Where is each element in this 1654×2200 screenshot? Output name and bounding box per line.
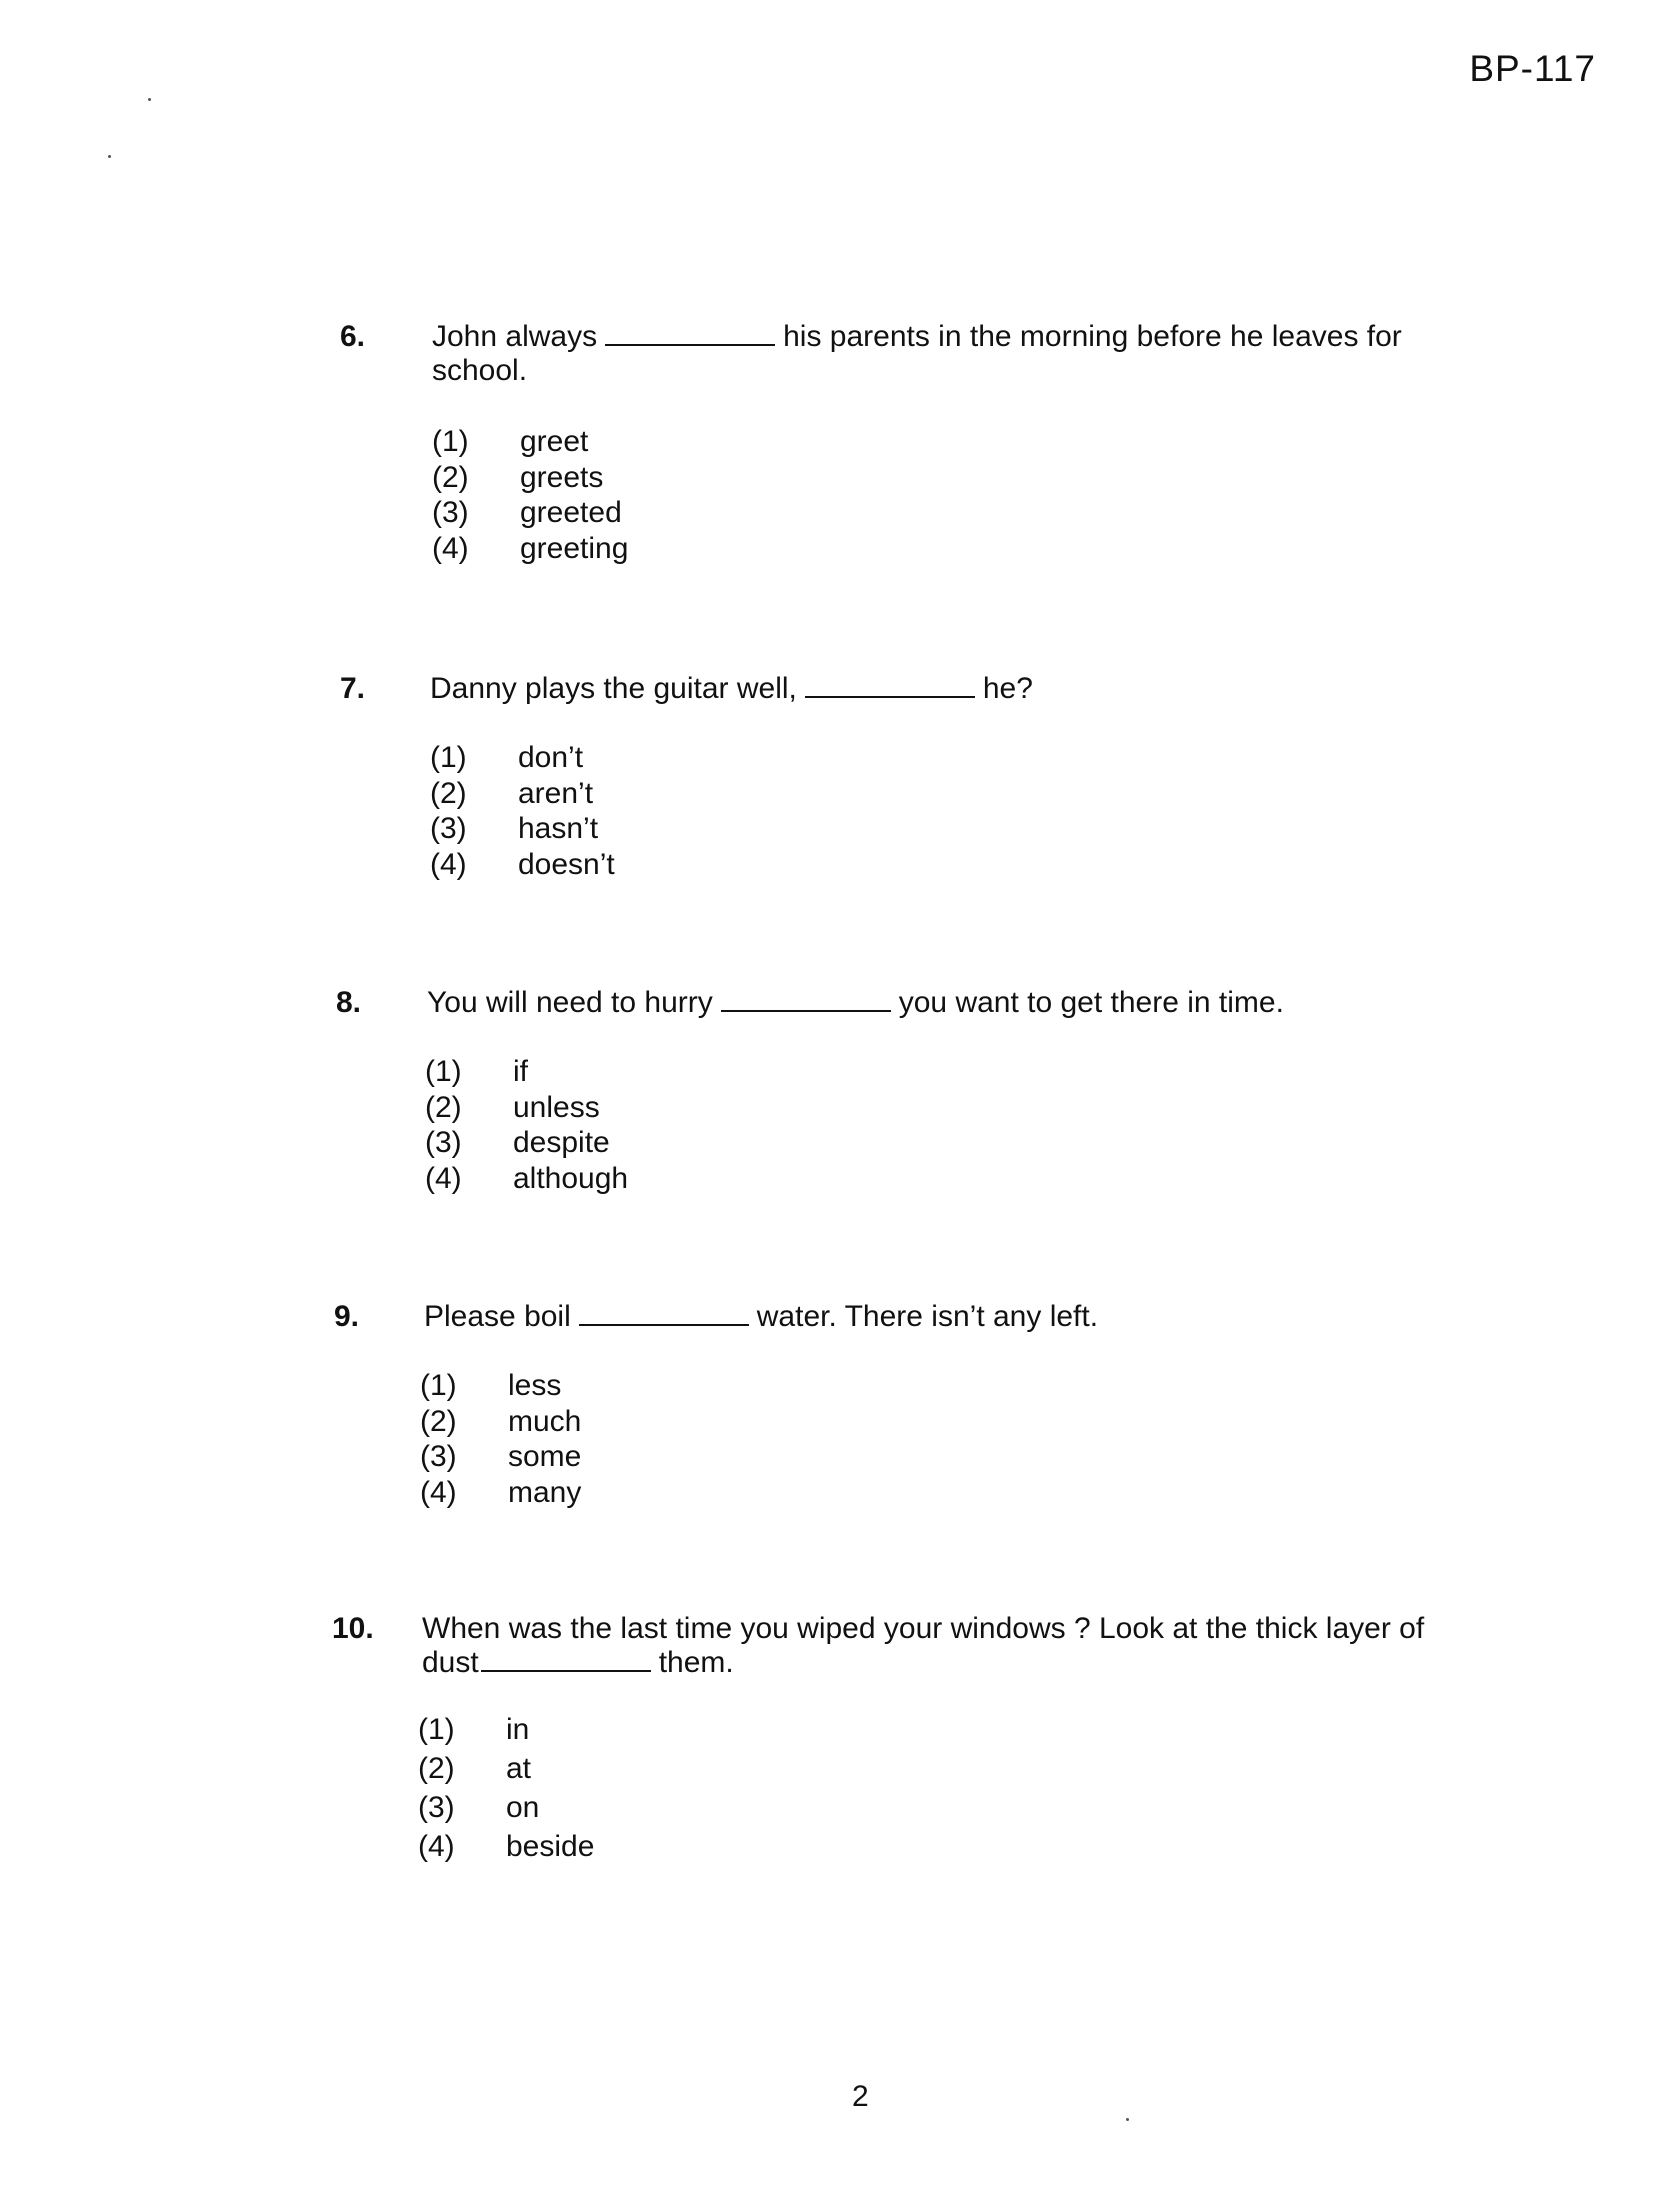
question-text-before: When was the last time you wiped your windows ? Look at the thick layer of dust <box>422 1612 1425 1679</box>
question-text-after: he? <box>982 672 1033 705</box>
question-text-before: John always <box>432 320 598 353</box>
answer-blank <box>579 1324 749 1326</box>
question-9 <box>334 1300 1444 1520</box>
option <box>425 1054 628 1090</box>
option <box>425 1161 628 1197</box>
option <box>430 811 615 847</box>
option-label: (2) <box>432 460 469 494</box>
answer-blank <box>721 1010 891 1012</box>
question-text-after: his parents in the morning before he leaves for school. <box>432 320 1402 387</box>
option-text: on <box>506 1791 540 1824</box>
option-text: although <box>513 1161 629 1195</box>
answer-blank <box>481 1670 651 1672</box>
option <box>430 776 615 812</box>
option-text: greets <box>520 460 604 494</box>
scan-speck <box>148 98 151 101</box>
option <box>430 740 615 776</box>
option <box>430 847 615 883</box>
option <box>418 1749 594 1788</box>
option <box>418 1788 594 1827</box>
option <box>425 1125 628 1161</box>
question-10 <box>332 1612 1452 1882</box>
option <box>418 1710 594 1749</box>
option-label: (1) <box>425 1055 462 1088</box>
question-text-after: you want to get there in time. <box>898 986 1284 1019</box>
question-number: 8. <box>336 986 362 1019</box>
option-label: (4) <box>420 1475 457 1509</box>
option-label: (1) <box>418 1713 455 1746</box>
option-text: greeting <box>520 531 629 565</box>
option-text: don’t <box>518 741 584 774</box>
option <box>432 531 628 567</box>
question-text-after: them. <box>658 1646 734 1679</box>
option-label: (1) <box>432 425 469 458</box>
option-label: (2) <box>430 776 467 810</box>
answer-options <box>432 424 628 566</box>
option-text: beside <box>506 1830 595 1863</box>
scan-speck <box>1126 2118 1129 2121</box>
option <box>432 424 628 460</box>
option-label: (2) <box>425 1090 462 1124</box>
option-label: (1) <box>430 741 467 774</box>
option-label: (3) <box>418 1791 455 1824</box>
question-text-before: You will need to hurry <box>427 986 713 1019</box>
question-6 <box>340 320 1450 570</box>
scan-speck <box>108 155 111 158</box>
option-text: in <box>506 1713 530 1746</box>
question-text <box>427 986 1437 1020</box>
answer-blank <box>805 696 975 698</box>
option-text: less <box>508 1369 562 1402</box>
option-label: (3) <box>420 1440 457 1473</box>
option-label: (3) <box>432 496 469 529</box>
question-text <box>422 1612 1432 1680</box>
option-label: (3) <box>430 812 467 845</box>
answer-options <box>418 1710 594 1866</box>
option <box>425 1090 628 1126</box>
question-number: 6. <box>340 320 366 353</box>
question-number: 7. <box>340 672 366 705</box>
option <box>432 495 628 531</box>
answer-blank <box>605 344 775 346</box>
question-number: 10. <box>332 1612 374 1645</box>
option-label: (1) <box>420 1369 457 1402</box>
option <box>420 1475 581 1511</box>
question-text-before: Please boil <box>424 1300 571 1333</box>
question-number: 9. <box>334 1300 360 1333</box>
question-text <box>424 1300 1434 1334</box>
option-text: hasn’t <box>518 812 599 845</box>
option-text: if <box>513 1055 528 1088</box>
option-text: greeted <box>520 496 622 529</box>
option <box>420 1439 581 1475</box>
answer-options <box>420 1368 581 1510</box>
question-text-after: water. There isn’t any left. <box>756 1300 1099 1333</box>
question-text <box>430 672 1440 706</box>
answer-options <box>430 740 615 882</box>
document-code: BP-117 <box>1469 48 1596 89</box>
page-number: 2 <box>852 2080 869 2113</box>
option <box>432 460 628 496</box>
question-7 <box>340 672 1450 892</box>
option <box>418 1827 594 1866</box>
option-text: at <box>506 1752 532 1785</box>
option-text: despite <box>513 1126 610 1159</box>
option-text: some <box>508 1440 582 1473</box>
option <box>420 1368 581 1404</box>
option-text: greet <box>520 425 589 458</box>
option-label: (2) <box>418 1752 455 1785</box>
question-text <box>432 320 1442 388</box>
option-label: (4) <box>418 1830 455 1863</box>
answer-options <box>425 1054 628 1196</box>
option-label: (3) <box>425 1126 462 1159</box>
option-label: (4) <box>425 1161 462 1195</box>
option-text: many <box>508 1475 582 1509</box>
option-label: (4) <box>432 531 469 565</box>
option-text: aren’t <box>518 776 594 810</box>
option-text: much <box>508 1404 582 1438</box>
option-text: unless <box>513 1090 600 1124</box>
option-text: doesn’t <box>518 847 615 881</box>
option-label: (2) <box>420 1404 457 1438</box>
question-8 <box>336 986 1446 1206</box>
option <box>420 1404 581 1440</box>
question-text-before: Danny plays the guitar well, <box>430 672 797 705</box>
option-label: (4) <box>430 847 467 881</box>
